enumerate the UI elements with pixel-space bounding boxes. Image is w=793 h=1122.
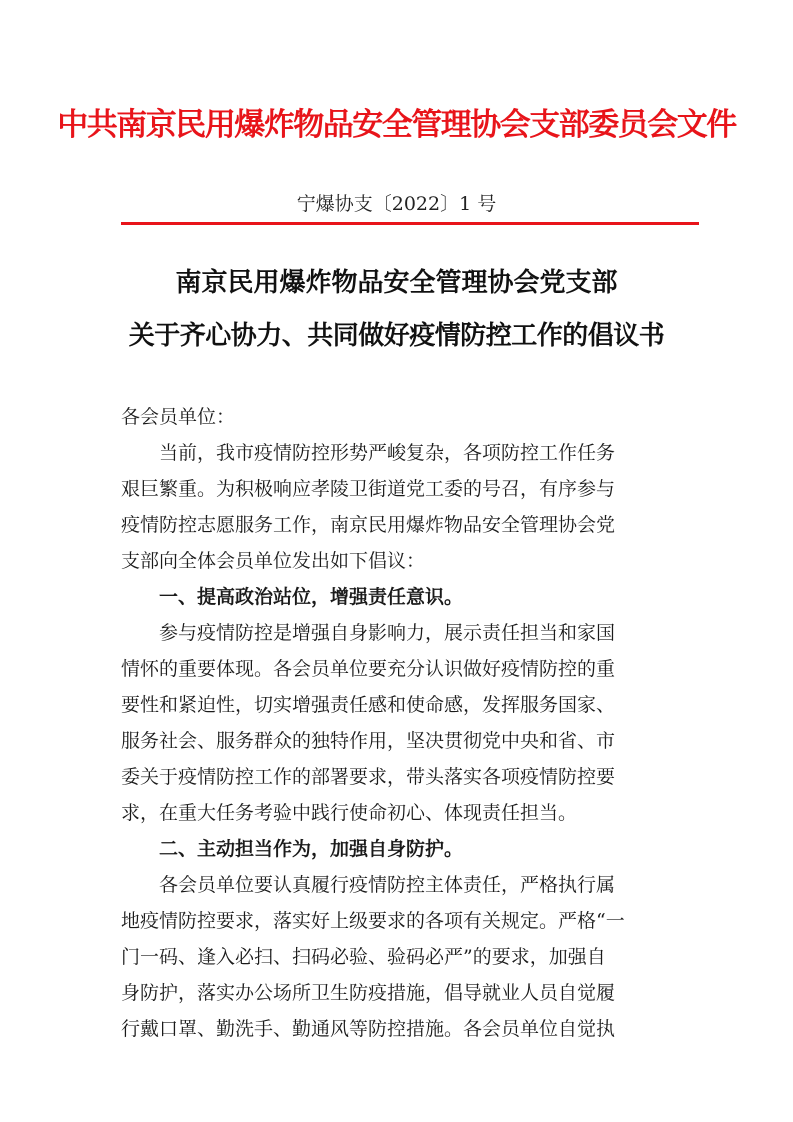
paragraph-line: 参与疫情防控是增强自身影响力，展示责任担当和家国 bbox=[121, 622, 616, 644]
paragraph-line: 身防护，落实办公场所卫生防疫措施，倡导就业人员自觉履 bbox=[121, 982, 616, 1004]
document-title-line-2: 关于齐心协力、共同做好疫情防控工作的倡议书 bbox=[128, 321, 665, 351]
red-divider-rule bbox=[121, 222, 699, 225]
paragraph-line: 情怀的重要体现。各会员单位要充分认识做好疫情防控的重 bbox=[121, 658, 616, 680]
document-number: 宁爆协支〔2022〕1 号 bbox=[296, 193, 497, 215]
paragraph-line: 各会员单位要认真履行疫情防控主体责任，严格执行属 bbox=[121, 874, 616, 896]
section-heading-1: 一、提高政治站位，增强责任意识。 bbox=[121, 586, 464, 608]
issuer-header-title: 中共南京民用爆炸物品安全管理协会支部委员会文件 bbox=[57, 107, 736, 143]
salutation: 各会员单位： bbox=[121, 406, 236, 428]
document-title-line-1: 南京民用爆炸物品安全管理协会党支部 bbox=[175, 268, 618, 298]
paragraph-line: 委关于疫情防控工作的部署要求，带头落实各项疫情防控要 bbox=[121, 766, 616, 788]
paragraph-line: 疫情防控志愿服务工作，南京民用爆炸物品安全管理协会党 bbox=[121, 514, 616, 536]
paragraph-line: 求，在重大任务考验中践行使命初心、体现责任担当。 bbox=[121, 802, 578, 824]
section-heading-2: 二、主动担当作为，加强自身防护。 bbox=[121, 838, 464, 860]
paragraph-line: 地疫情防控要求，落实好上级要求的各项有关规定。严格“一 bbox=[121, 910, 625, 932]
paragraph-line: 艰巨繁重。为积极响应孝陵卫街道党工委的号召，有序参与 bbox=[121, 478, 616, 500]
paragraph-line: 当前，我市疫情防控形势严峻复杂，各项防控工作任务 bbox=[121, 442, 616, 464]
paragraph-line: 门一码、逢入必扫、扫码必验、验码必严”的要求，加强自 bbox=[121, 946, 606, 968]
paragraph-line: 支部向全体会员单位发出如下倡议： bbox=[121, 550, 426, 572]
paragraph-line: 行戴口罩、勤洗手、勤通风等防控措施。各会员单位自觉执 bbox=[121, 1018, 616, 1040]
paragraph-line: 服务社会、服务群众的独特作用，坚决贯彻党中央和省、市 bbox=[121, 730, 616, 752]
paragraph-line: 要性和紧迫性，切实增强责任感和使命感，发挥服务国家、 bbox=[121, 694, 616, 716]
